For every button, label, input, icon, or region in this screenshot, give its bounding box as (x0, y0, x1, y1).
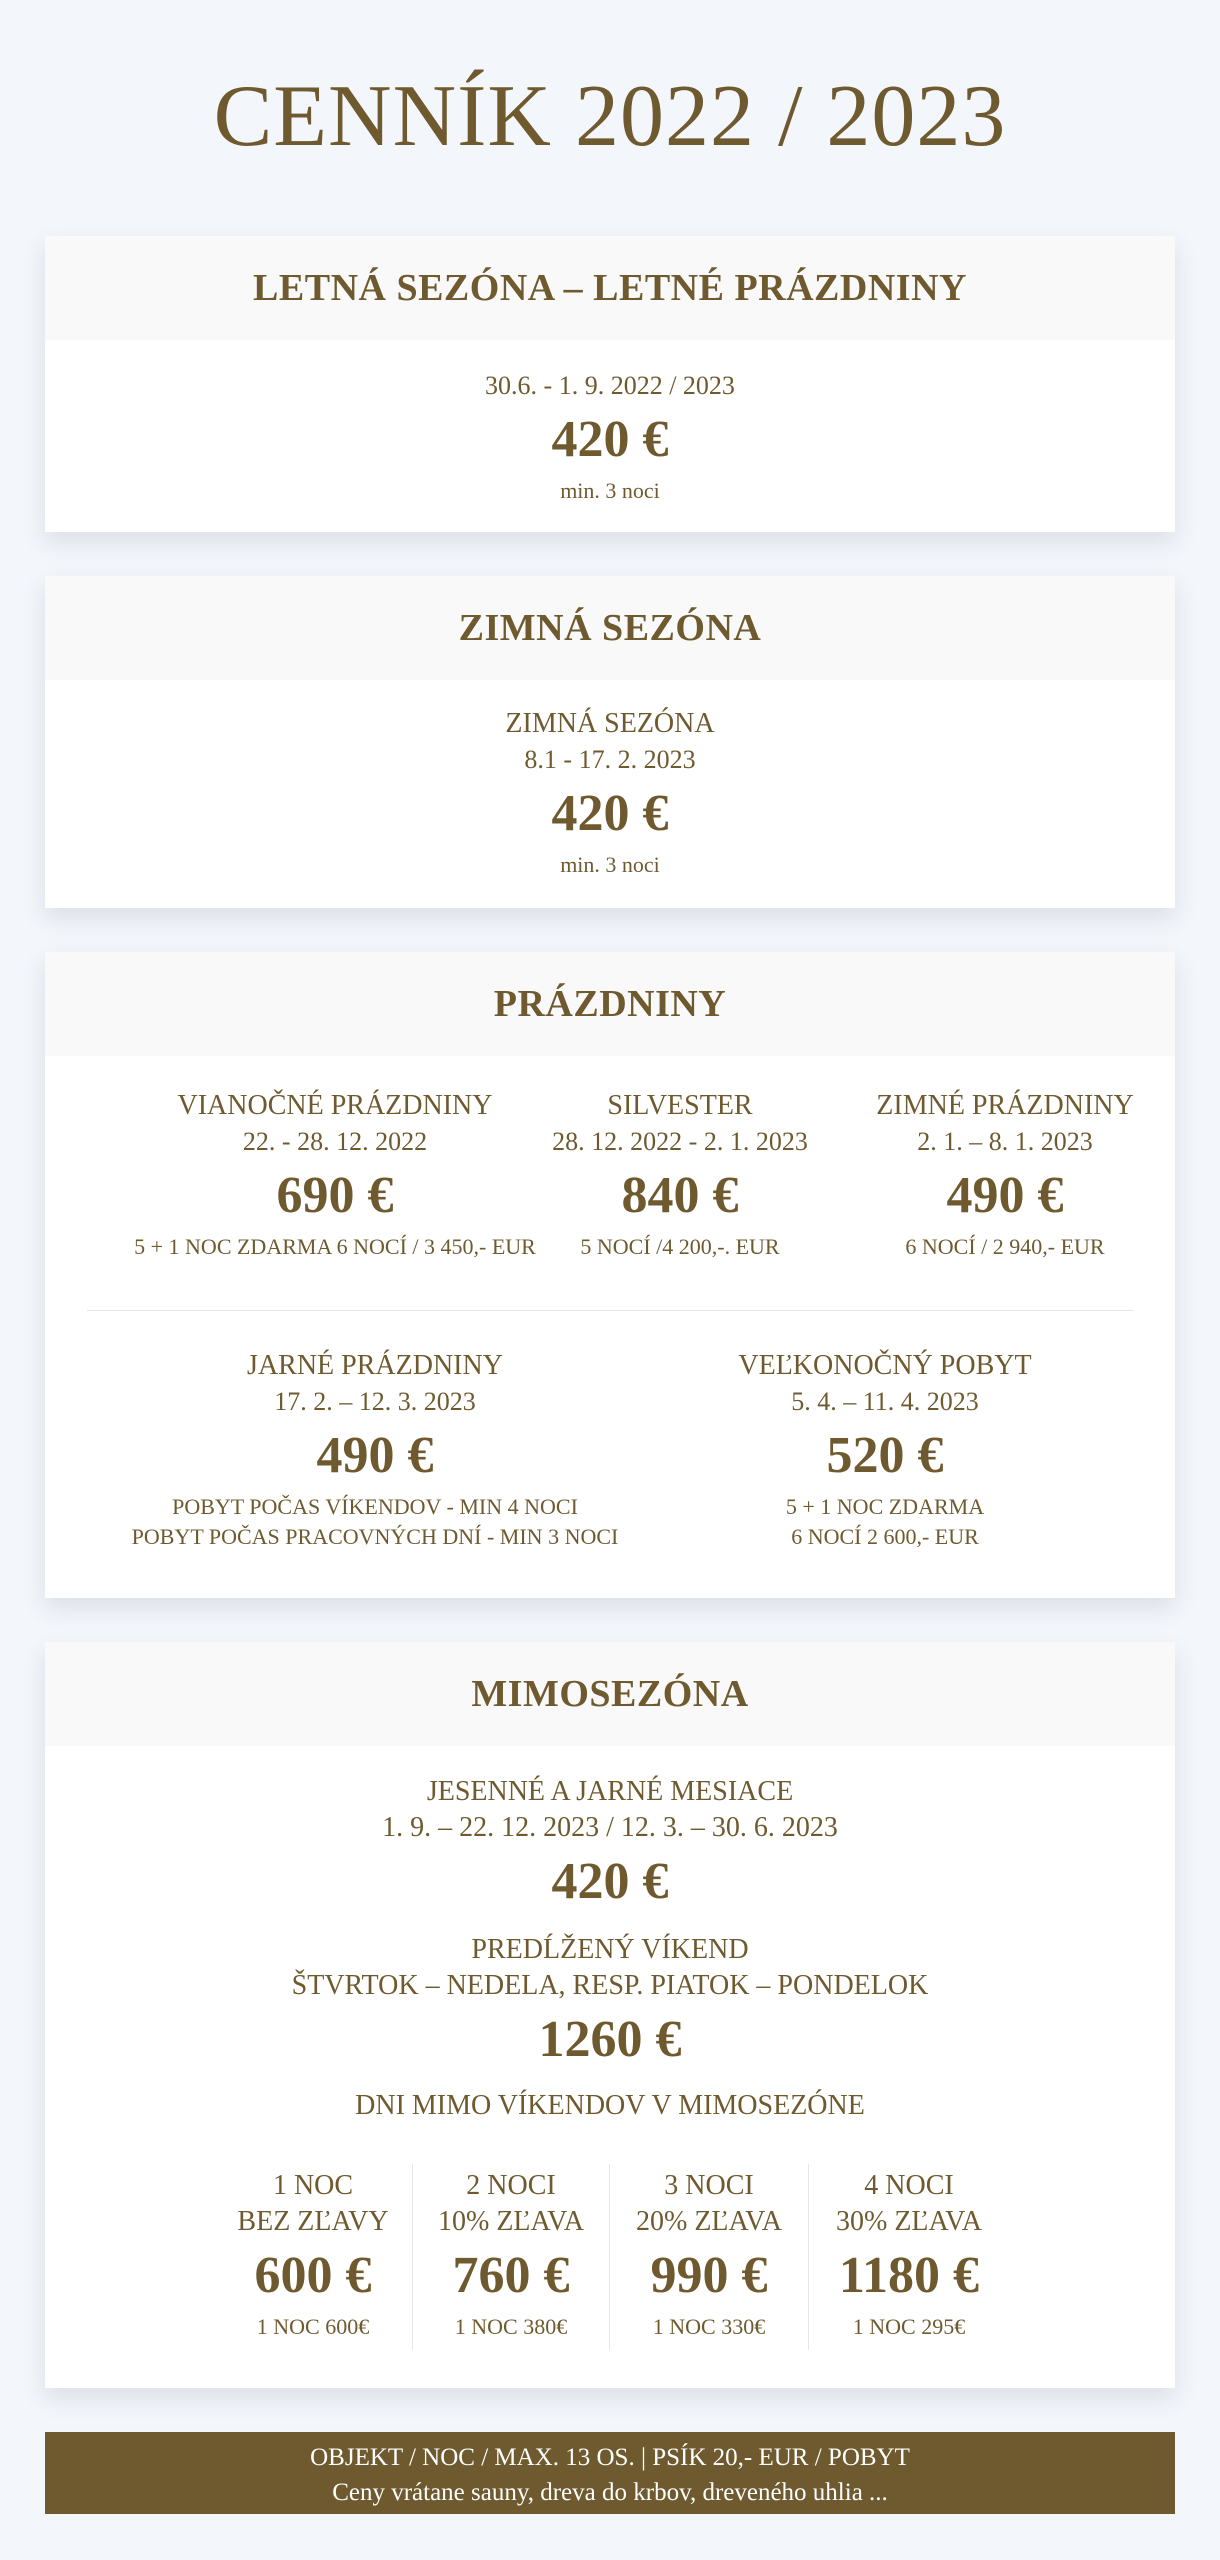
weekday-option-2 (413, 2168, 609, 2342)
pricing-footer (45, 2432, 1175, 2514)
holiday-label: SILVESTER (607, 1090, 753, 1121)
holiday-label: ZIMNÉ PRÁZDNINY (876, 1090, 1134, 1121)
option-discount: BEZ ZĽAVY (237, 2206, 389, 2237)
holiday-date: 5. 4. – 11. 4. 2023 (791, 1387, 979, 1416)
footer-line-2: Ceny vrátane sauny, dreva do krbov, dreveného uhlia ... (332, 2479, 888, 2506)
holiday-item-spring-break (125, 1348, 625, 1552)
option-per-night: 1 NOC 380€ (454, 2314, 568, 2339)
holidays-heading: PRÁZDNINY (45, 952, 1175, 1056)
option-price: 1180 € (838, 2247, 980, 2304)
option-discount: 20% ZĽAVA (636, 2206, 782, 2237)
holiday-date: 2. 1. – 8. 1. 2023 (917, 1127, 1093, 1156)
holiday-note: 5 NOCÍ /4 200,-. EUR (580, 1234, 780, 1259)
winter-season-price: 420 € (551, 785, 669, 842)
summer-season-card (45, 236, 1175, 532)
holiday-price: 490 € (316, 1427, 434, 1484)
option-discount: 10% ZĽAVA (438, 2206, 584, 2237)
winter-season-card (45, 576, 1175, 908)
extended-weekend-price: 1260 € (538, 2011, 682, 2068)
extended-weekend-days: ŠTVRTOK – NEDELA, RESP. PIATOK – PONDELOK (291, 1970, 929, 2001)
option-per-night: 1 NOC 330€ (652, 2314, 766, 2339)
holidays-card (45, 952, 1175, 1598)
footer-line-1: OBJEKT / NOC / MAX. 13 OS. | PSÍK 20,- EUR / POBYT (310, 2444, 910, 2471)
holiday-note: 6 NOCÍ / 2 940,- EUR (905, 1234, 1105, 1259)
option-price: 760 € (452, 2247, 570, 2304)
summer-season-heading: LETNÁ SEZÓNA – LETNÉ PRÁZDNINY (45, 236, 1175, 340)
holiday-date: 17. 2. – 12. 3. 2023 (274, 1387, 476, 1416)
holiday-price: 840 € (621, 1167, 739, 1224)
holiday-date: 22. - 28. 12. 2022 (242, 1127, 428, 1156)
holiday-price: 520 € (826, 1427, 944, 1484)
option-nights: 2 NOCI (466, 2170, 556, 2201)
extended-weekend-label: PREDĹŽENÝ VÍKEND (471, 1934, 749, 1965)
winter-season-heading: ZIMNÁ SEZÓNA (45, 576, 1175, 680)
winter-season-note: min. 3 noci (560, 852, 660, 877)
holiday-note: POBYT POČAS PRACOVNÝCH DNÍ - MIN 3 NOCI (131, 1524, 619, 1549)
summer-season-note: min. 3 noci (560, 478, 660, 503)
option-discount: 30% ZĽAVA (836, 2206, 982, 2237)
holiday-date: 28. 12. 2022 - 2. 1. 2023 (552, 1127, 808, 1156)
option-price: 990 € (650, 2247, 768, 2304)
weekdays-label: DNI MIMO VÍKENDOV V MIMOSEZÓNE (355, 2090, 865, 2121)
option-nights: 3 NOCI (664, 2170, 754, 2201)
holiday-note: 5 + 1 NOC ZDARMA (785, 1494, 985, 1519)
holiday-note: POBYT POČAS VÍKENDOV - MIN 4 NOCI (172, 1494, 578, 1519)
summer-season-price: 420 € (551, 411, 669, 468)
option-nights: 1 NOC (272, 2170, 354, 2201)
holiday-label: VIANOČNÉ PRÁZDNINY (177, 1090, 493, 1121)
option-per-night: 1 NOC 295€ (852, 2314, 966, 2339)
option-nights: 4 NOCI (864, 2170, 954, 2201)
holiday-item-easter (685, 1348, 1085, 1552)
winter-season-label: ZIMNÁ SEZÓNA (505, 708, 715, 739)
page-title: CENNÍK 2022 / 2023 (213, 68, 1007, 165)
summer-season-date: 30.6. - 1. 9. 2022 / 2023 (485, 371, 735, 400)
offseason-months-label: JESENNÉ A JARNÉ MESIACE (426, 1776, 794, 1807)
holidays-divider (87, 1310, 1133, 1311)
winter-season-date: 8.1 - 17. 2. 2023 (524, 745, 696, 774)
weekday-option-3 (610, 2168, 808, 2342)
offseason-heading: MIMOSEZÓNA (45, 1642, 1175, 1746)
option-per-night: 1 NOC 600€ (256, 2314, 370, 2339)
holiday-item-silvester (515, 1088, 845, 1262)
offseason-months-date: 1. 9. – 22. 12. 2023 / 12. 3. – 30. 6. 2023 (382, 1812, 838, 1843)
holiday-note: 5 + 1 NOC ZDARMA 6 NOCÍ / 3 450,- EUR (134, 1234, 536, 1259)
offseason-card (45, 1642, 1175, 2388)
offseason-months-price: 420 € (551, 1853, 669, 1910)
holiday-label: JARNÉ PRÁZDNINY (247, 1350, 503, 1381)
holiday-label: VEĽKONOČNÝ POBYT (738, 1350, 1032, 1381)
option-price: 600 € (254, 2247, 372, 2304)
holiday-price: 490 € (946, 1167, 1064, 1224)
holiday-item-winter-break (845, 1088, 1165, 1262)
holiday-price: 690 € (276, 1167, 394, 1224)
weekday-option-4 (809, 2168, 1009, 2342)
weekday-option-1 (215, 2168, 411, 2342)
holiday-note: 6 NOCÍ 2 600,- EUR (791, 1524, 979, 1549)
